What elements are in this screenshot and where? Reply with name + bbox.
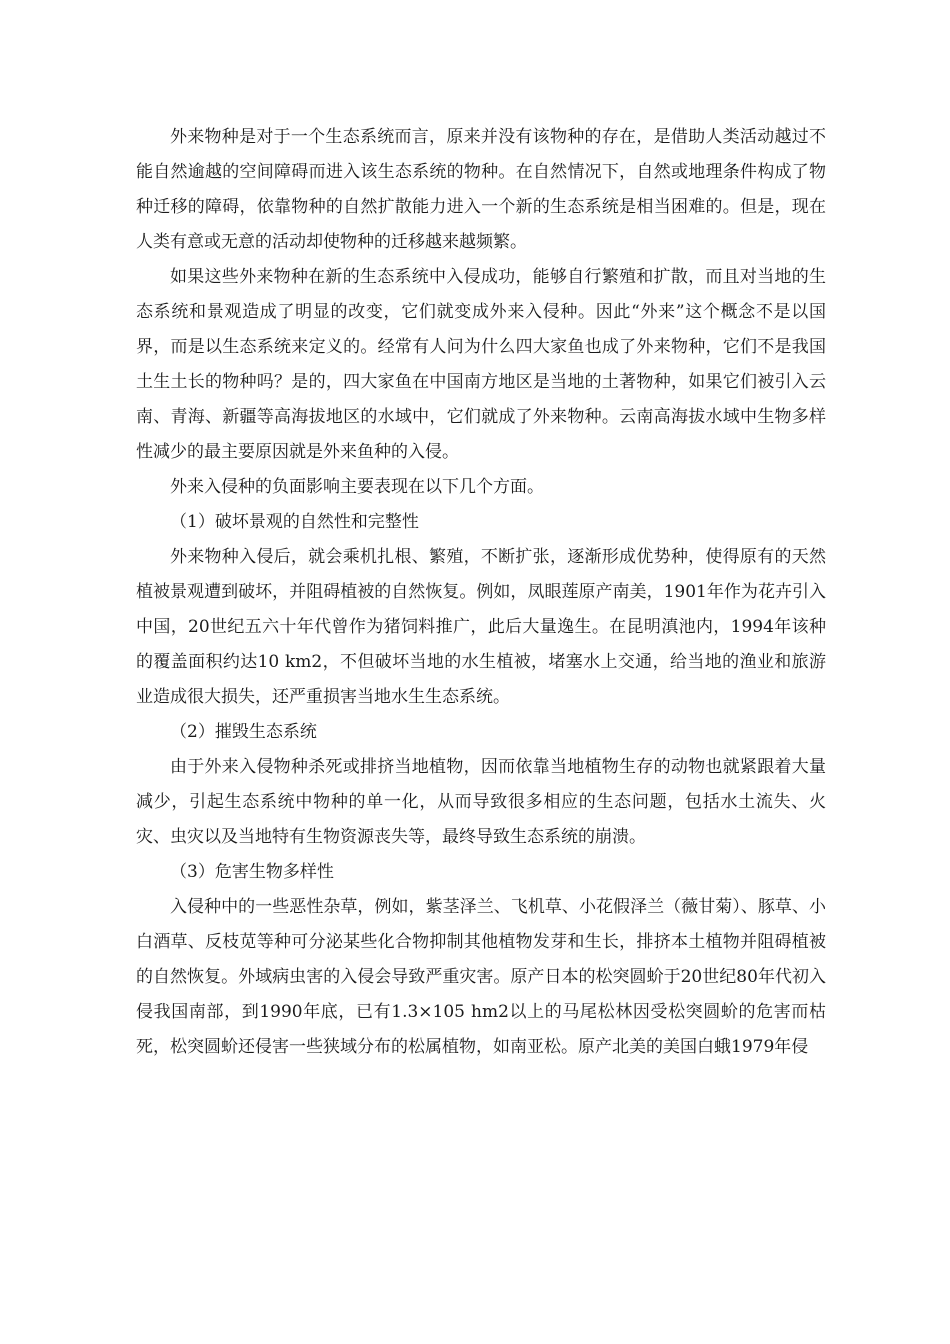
paragraph-invasive-species-concept: 如果这些外来物种在新的生态系统中入侵成功，能够自行繁殖和扩散，而且对当地的生态系统和景观造成了明显的改变，它们就变成外来入侵种。因此“外来”这个概念不是以国界，而是以生态系统来定义的。经常有人问为什么四大家鱼也成了外来物种，它们不是我国土生土长的物种吗？是的，四大家鱼在中国南方地区是当地的土著物种，如果它们被引入云南、青海、新疆等高海拔地区的水域中，它们就成了外来物种。云南高海拔水域中生物多样性减少的最主要原因就是外来鱼种的入侵。	[136, 267, 826, 462]
paragraph-landscape-damage: 外来物种入侵后，就会乘机扎根、繁殖，不断扩张，逐渐形成优势种，使得原有的天然植被景观遭到破坏，并阻碍植被的自然恢复。例如，凤眼莲原产南美，1901年作为花卉引入中国，20世纪五六十年代曾作为猪饲料推广，此后大量逸生。在昆明滇池内，1994年该种的覆盖面积约达10 km2，不但破坏当地的水生植被，堵塞水上交通，给当地的渔业和旅游业造成很大损失，还严重损害当地水生生态系统。	[136, 547, 826, 707]
document-body	[136, 120, 826, 1065]
paragraph-ecosystem-destruction: 由于外来入侵物种杀死或排挤当地植物，因而依靠当地植物生存的动物也就紧跟着大量减少，引起生态系统中物种的单一化，从而导致很多相应的生态问题，包括水土流失、火灾、虫灾以及当地特有生物资源丧失等，最终导致生态系统的崩溃。	[136, 757, 826, 847]
paragraph-alien-species-definition: 外来物种是对于一个生态系统而言，原来并没有该物种的存在，是借助人类活动越过不能自然逾越的空间障碍而进入该生态系统的物种。在自然情况下，自然或地理条件构成了物种迁移的障碍，依靠物种的自然扩散能力进入一个新的生态系统是相当困难的。但是，现在人类有意或无意的活动却使物种的迁移越来越频繁。	[136, 127, 826, 252]
paragraph-biodiversity-harm: 入侵种中的一些恶性杂草，例如，紫茎泽兰、飞机草、小花假泽兰（薇甘菊）、豚草、小白酒草、反枝苋等种可分泌某些化合物抑制其他植物发芽和生长，排挤本土植物并阻碍植被的自然恢复。外域病虫害的入侵会导致严重灾害。原产日本的松突圆蚧于20世纪80年代初入侵我国南部，到1990年底，已有1.3×105 hm2以上的马尾松林因受松突圆蚧的危害而枯死，松突圆蚧还侵害一些狭域分布的松属植物，如南亚松。原产北美的美国白蛾1979年侵	[136, 897, 826, 1057]
subheading-landscape-damage: （1）破坏景观的自然性和完整性	[170, 512, 419, 532]
subheading-ecosystem-destruction: （2）摧毁生态系统	[170, 722, 317, 742]
subheading-biodiversity-harm: （3）危害生物多样性	[170, 862, 334, 882]
paragraph-negative-impacts-intro: 外来入侵种的负面影响主要表现在以下几个方面。	[170, 477, 544, 497]
